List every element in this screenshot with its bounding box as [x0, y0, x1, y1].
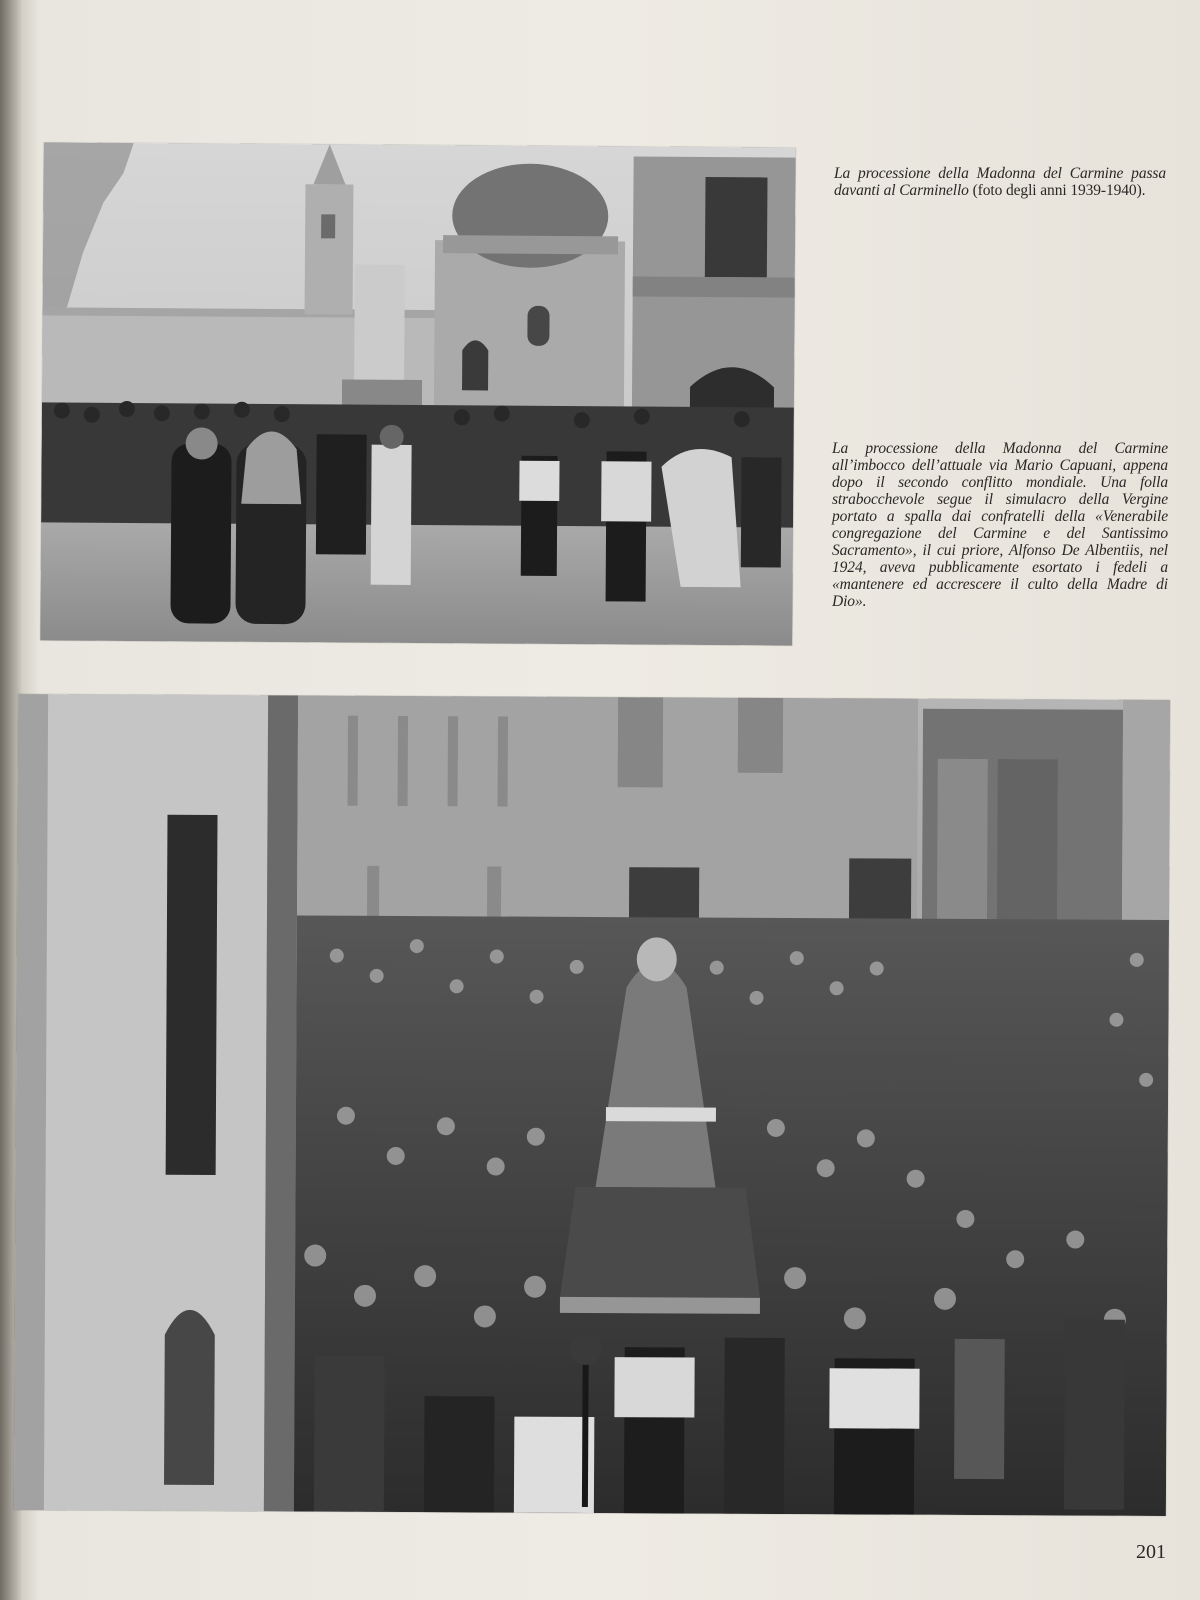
photo-procession-carminello [40, 142, 795, 645]
procession-crowd-photo [14, 694, 1170, 1516]
procession-church-photo [40, 142, 795, 645]
photo-procession-via-capuani [14, 694, 1170, 1516]
caption-middle: La processione della Madonna del Carmine all’imbocco dell’attuale via Mario Capuani, appena dopo il secondo conflitto mondiale. Una folla strabocchevole segue il simulacro della Vergine portato a spalla dai confratelli della «Venerabile congregazione del Carmine e del Santissimo Sacramento», il cui priore, Alfonso De Albentiis, nel 1924, aveva pubblicamente esortato i fedeli a «mantenere ed accrescere il culto della Madre di Dio». [832, 440, 1168, 610]
caption-top-italic: La processione della Madonna del Carmine passa davanti al Carminello [834, 165, 1166, 199]
caption-top [834, 165, 1166, 199]
page-number: 201 [1136, 1541, 1166, 1563]
caption-top-date: (foto degli anni 1939-1940). [968, 182, 1146, 199]
